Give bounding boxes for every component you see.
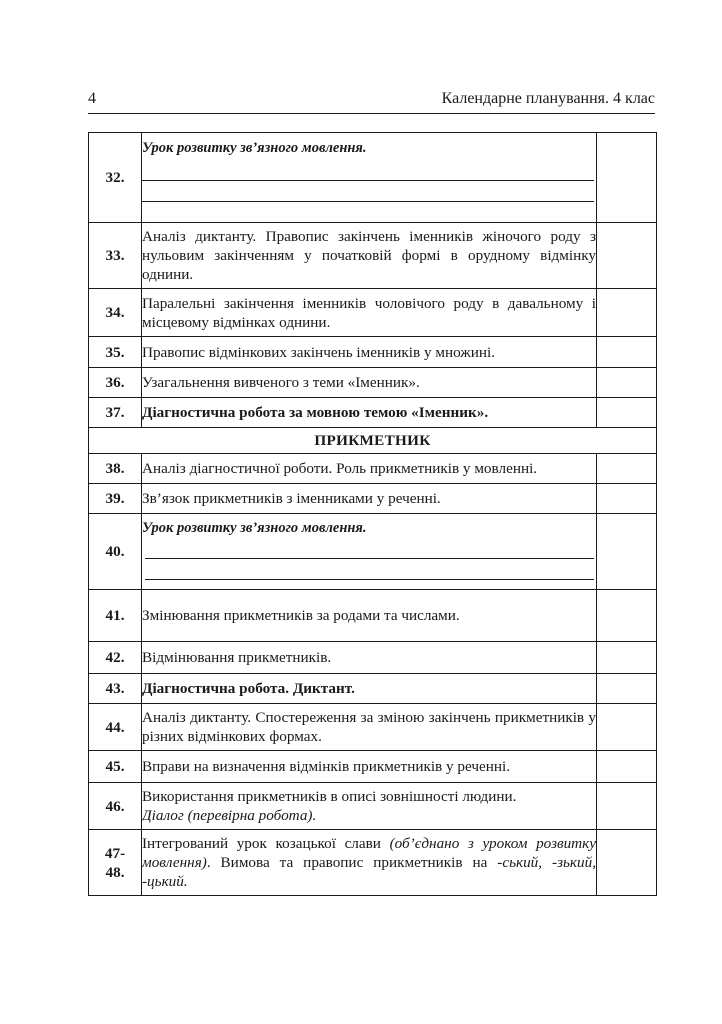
table-row [89, 642, 657, 674]
lesson-number [89, 830, 142, 896]
table-row [89, 398, 657, 428]
notes-cell [597, 751, 657, 783]
write-in-line [145, 559, 594, 580]
lesson-topic-text: Урок розвитку зв’язного мовлення. [142, 520, 367, 536]
notes-cell [597, 223, 657, 289]
lesson-topic: Паралельні закінчення іменників чоловічого роду в давальному і місцевому відмінках однини. [142, 289, 597, 337]
lesson-number: 37. [89, 398, 142, 428]
lesson-number: 41. [89, 590, 142, 642]
lesson-topic: Аналіз диктанту. Правопис закінчень іменників жіночого роду з нульовим закінченням у початковій формі в орудному відмінку однини. [142, 223, 597, 289]
lesson-topic: Правопис відмінкових закінчень іменників у множині. [142, 337, 597, 368]
lesson-number: 39. [89, 484, 142, 514]
lesson-number-line: 48. [105, 863, 125, 881]
lesson-topic-note: Діалог (перевірна робота). [142, 807, 317, 824]
lesson-number: 43. [89, 674, 142, 704]
lesson-topic: Діагностична робота. Диктант. [142, 674, 597, 704]
notes-cell [597, 590, 657, 642]
write-in-line [142, 160, 594, 181]
lesson-topic [142, 830, 597, 896]
lesson-topic [142, 133, 597, 223]
header-rule [88, 113, 655, 114]
notes-cell [597, 454, 657, 484]
lesson-topic: Узагальнення вивченого з теми «Іменник». [142, 368, 597, 398]
notes-cell [597, 674, 657, 704]
notes-cell [597, 514, 657, 590]
notes-cell [597, 830, 657, 896]
section-heading: ПРИКМЕТНИК [89, 428, 657, 454]
notes-cell [597, 133, 657, 223]
notes-cell [597, 783, 657, 830]
lesson-topic-text: Інтегрований урок козацької слави [142, 835, 390, 852]
lesson-topic: Зв’язок прикметників з іменниками у реченні. [142, 484, 597, 514]
notes-cell [597, 368, 657, 398]
lesson-topic-text: Урок розвитку зв’язного мовлення. [142, 140, 367, 156]
running-title: Календарне планування. 4 клас [441, 90, 655, 107]
lesson-topic: Вправи на визначення відмінків прикметників у реченні. [142, 751, 597, 783]
table-row [89, 514, 657, 590]
lesson-number: 32. [89, 133, 142, 223]
table-row [89, 751, 657, 783]
lesson-number: 35. [89, 337, 142, 368]
notes-cell [597, 337, 657, 368]
page-header [88, 89, 655, 109]
table-row [89, 484, 657, 514]
write-in-line [142, 181, 594, 202]
notes-cell [597, 398, 657, 428]
notes-cell [597, 484, 657, 514]
lesson-number: 44. [89, 704, 142, 751]
section-row [89, 428, 657, 454]
table-row [89, 704, 657, 751]
lesson-number: 40. [89, 514, 142, 590]
page-number: 4 [88, 90, 96, 107]
write-in-line [145, 538, 594, 559]
lesson-number-line: 47- [104, 844, 126, 862]
lesson-topic-text: . Вимова та правопис прикметників на [206, 854, 498, 871]
lesson-topic: Діагностична робота за мовною темою «Іменник». [142, 398, 597, 428]
lesson-number: 45. [89, 751, 142, 783]
table-row [89, 454, 657, 484]
notes-cell [597, 289, 657, 337]
table-row [89, 590, 657, 642]
table-row [89, 289, 657, 337]
lesson-number: 34. [89, 289, 142, 337]
lesson-topic: Аналіз діагностичної роботи. Роль прикметників у мовленні. [142, 454, 597, 484]
table-row [89, 783, 657, 830]
lesson-topic: Відмінювання прикметників. [142, 642, 597, 674]
lesson-number: 46. [89, 783, 142, 830]
lesson-topic-note: (об’єднано з уроком розвитку мовлення) [142, 835, 596, 871]
lesson-topic-text: Використання прикметників в описі зовнішності людини. [142, 788, 517, 805]
table-row [89, 133, 657, 223]
table-row [89, 337, 657, 368]
lesson-number: 38. [89, 454, 142, 484]
notes-cell [597, 704, 657, 751]
lesson-topic [142, 783, 597, 830]
table-row [89, 368, 657, 398]
lesson-topic: Змінювання прикметників за родами та числами. [142, 590, 597, 642]
lesson-plan-table [88, 132, 657, 896]
lesson-number: 33. [89, 223, 142, 289]
lesson-topic: Аналіз диктанту. Спостереження за зміною закінчень прикметників у різних відмінкових формах. [142, 704, 597, 751]
lesson-topic-suffixes: -ський, -зький, -цький. [142, 854, 596, 890]
table-row [89, 830, 657, 896]
lesson-topic [142, 514, 597, 590]
lesson-number: 36. [89, 368, 142, 398]
notes-cell [597, 642, 657, 674]
table-row [89, 674, 657, 704]
table-row [89, 223, 657, 289]
lesson-number: 42. [89, 642, 142, 674]
